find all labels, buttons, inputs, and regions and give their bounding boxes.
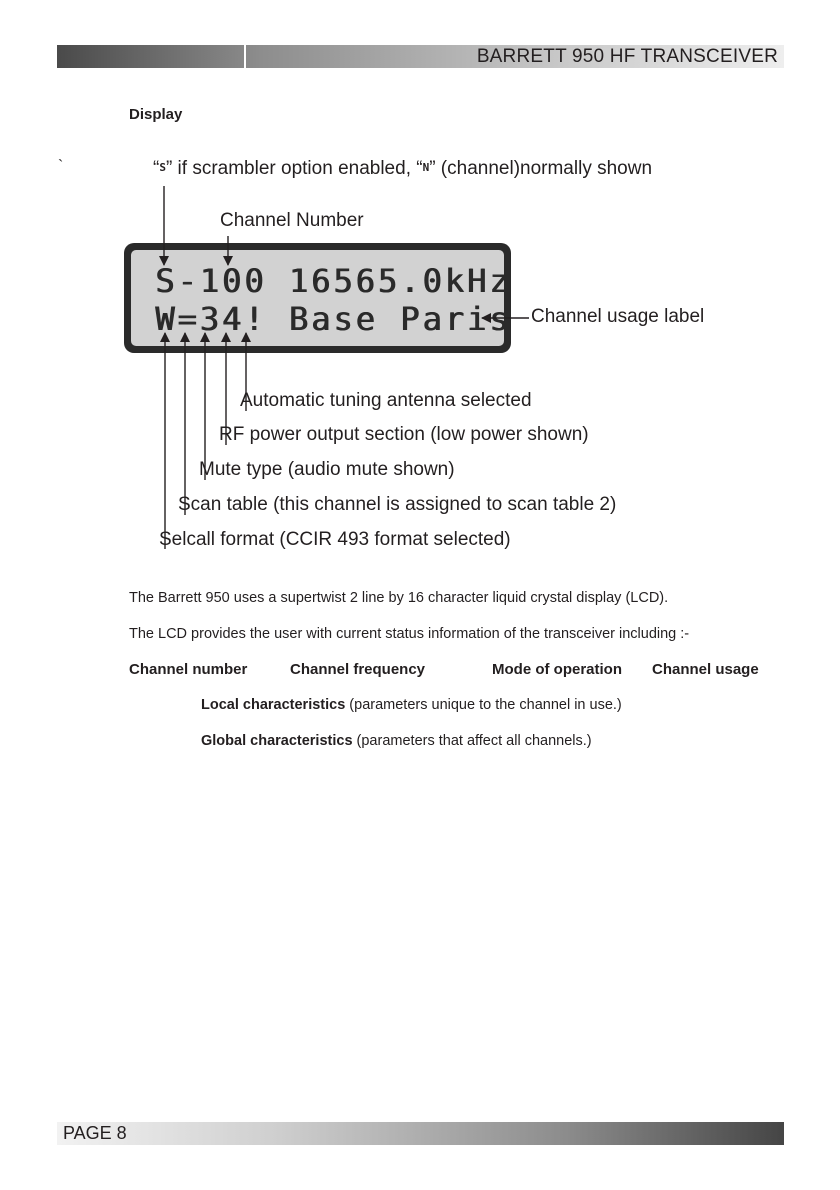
global-characteristics-label: Global characteristics [201, 733, 353, 749]
characteristic-channel-number: Channel number [129, 661, 248, 678]
local-characteristics-desc: (parameters unique to the channel in use.) [345, 697, 622, 713]
channel-usage-label: Channel usage label [531, 306, 705, 327]
global-characteristics-desc: (parameters that affect all channels.) [352, 733, 592, 749]
lcd-line-1: S-100 16565.0kHz [155, 262, 512, 300]
scrambler-label-tail: ” (channel)normally shown [429, 158, 653, 179]
callout-scan-table: Scan table (this channel is assigned to scan table 2) [178, 494, 617, 515]
characteristic-channel-frequency: Channel frequency [290, 661, 426, 678]
local-characteristics [201, 697, 622, 713]
stray-mark: ` [58, 158, 64, 175]
section-heading: Display [129, 106, 183, 123]
paragraph-lcd-description: The Barrett 950 uses a supertwist 2 line by 16 character liquid crystal display (LCD). [129, 590, 669, 606]
scrambler-open-quote: “ [153, 158, 160, 179]
header-title: BARRETT 950 HF TRANSCEIVER [476, 46, 778, 67]
page-number: PAGE 8 [63, 1123, 127, 1143]
characteristic-channel-usage: Channel usage [652, 661, 759, 678]
channel-number-label: Channel Number [220, 210, 364, 231]
footer-bar [57, 1122, 784, 1145]
global-characteristics [201, 733, 592, 749]
scrambler-label-middle: ” if scrambler option enabled, “ [165, 158, 423, 179]
callout-rf-power: RF power output section (low power shown) [219, 424, 589, 445]
scrambler-glyph-s: S [159, 161, 166, 174]
callout-mute-type: Mute type (audio mute shown) [199, 459, 455, 480]
paragraph-status-info: The LCD provides the user with current status information of the transceiver including :- [129, 626, 690, 642]
channel-glyph-n: N [422, 161, 430, 174]
callout-auto-tune: Automatic tuning antenna selected [240, 390, 532, 411]
lcd-line-2: W=34! Base Paris [155, 300, 512, 338]
callout-selcall: Selcall format (CCIR 493 format selected) [159, 529, 511, 550]
local-characteristics-label: Local characteristics [201, 697, 346, 713]
characteristic-mode-of-operation: Mode of operation [492, 661, 622, 678]
